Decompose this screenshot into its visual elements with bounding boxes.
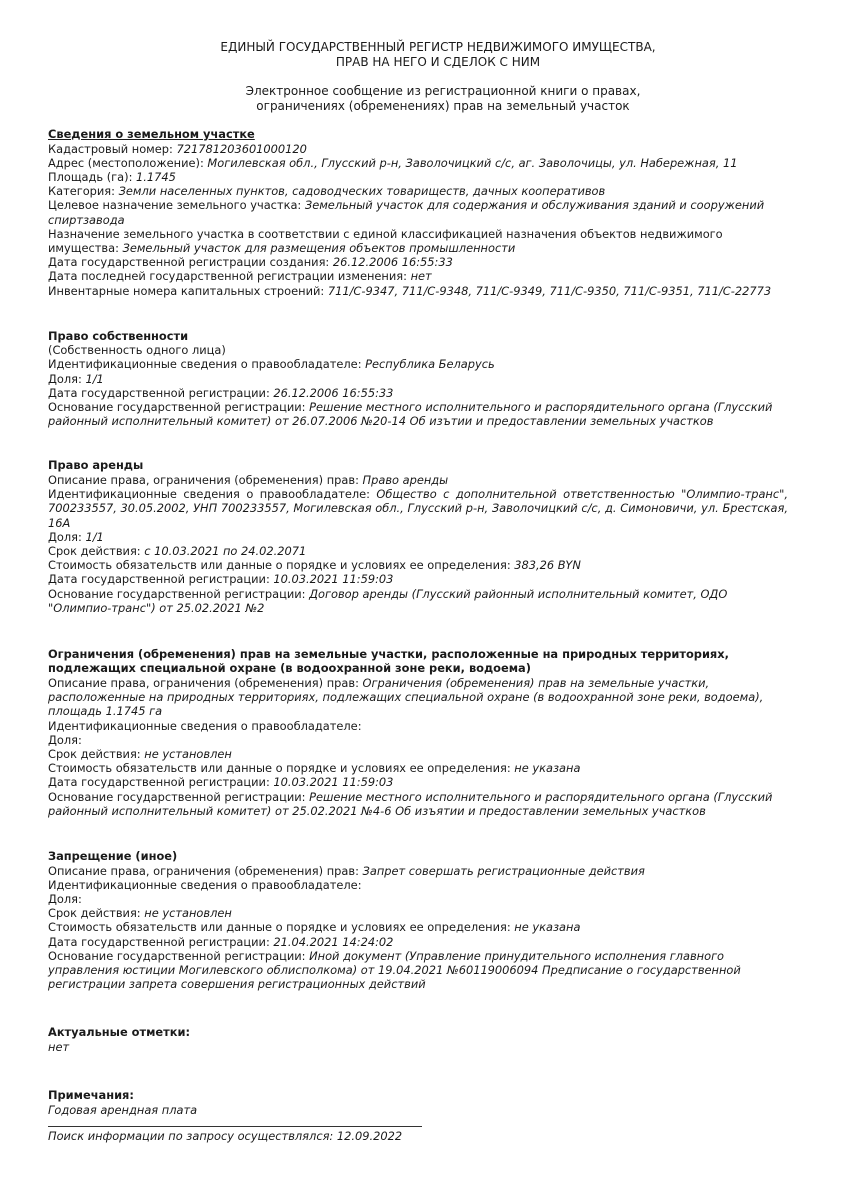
field-label: Основание государственной регистрации: — [48, 400, 310, 415]
field-label: Адрес (местоположение): — [48, 155, 208, 170]
field-label: Дата государственной регистрации: — [48, 775, 274, 790]
field-label: Категория: — [48, 184, 119, 199]
cadastral-number-row — [48, 142, 788, 156]
cost-row — [48, 920, 788, 934]
current-marks-title: Актуальные отметки: — [48, 1025, 190, 1040]
ownership-type: (Собственность одного лица) — [48, 343, 226, 358]
document-page — [48, 40, 788, 1117]
field-label: Целевое назначение земельного участка: — [48, 198, 305, 213]
cost-value: не указана — [514, 920, 581, 935]
field-label: Дата государственной регистрации: — [48, 572, 274, 587]
field-label: Доля: — [48, 529, 86, 544]
field-label: Срок действия: — [48, 543, 145, 558]
restriction-section — [48, 647, 788, 818]
cost-row — [48, 761, 788, 775]
field-label: Дата государственной регистрации: — [48, 934, 274, 949]
share-row: Доля: — [48, 732, 82, 747]
basis-row — [48, 790, 788, 818]
holder-row — [48, 487, 788, 530]
basis-value: Иной документ (Управление принудительного исполнения главного управления юстиции Могилевского облисполкома) от 19.04.2021 №60119006094 Предписание о государственной регистрации запрета совершения регистрационных действий — [48, 948, 741, 992]
field-label: Площадь (га): — [48, 169, 137, 184]
purpose-value: Земельный участок для содержания и обслуживания зданий и сооружений спиртзавода — [48, 198, 765, 227]
field-label: Описание права, ограничения (обременения) прав: — [48, 472, 363, 487]
search-date-footer: Поиск информации по запросу осуществлялся: 12.09.2022 — [48, 1129, 403, 1143]
field-label: Стоимость обязательств или данные о порядке и условиях ее определения: — [48, 761, 515, 776]
subtitle-line2: ограничениях (обременениях) прав на земельный участок — [256, 99, 630, 113]
holder-value: Общество с дополнительной ответственностью "Олимпио-транс", 700233557, 30.05.2002, УНП 700233557, Могилевская обл., Глусский р-н, Заволочицкий с/с, д. Симоновичи, ул. Брестская, 16А — [48, 487, 788, 530]
registry-title-line1: ЕДИНЫЙ ГОСУДАРСТВЕННЫЙ РЕГИСТР НЕДВИЖИМОГО ИМУЩЕСТВА, — [220, 40, 656, 54]
current-marks-value: нет — [48, 1039, 70, 1054]
notes-title: Примечания: — [48, 1088, 134, 1103]
field-label: Дата государственной регистрации: — [48, 385, 274, 400]
term-row — [48, 906, 788, 920]
description-row — [48, 473, 788, 487]
reg-date-row — [48, 386, 788, 400]
field-label: Дата последней государственной регистрации изменения: — [48, 269, 411, 284]
inventory-value: 711/С-9347, 711/С-9348, 711/С-9349, 711/С-9350, 711/С-9351, 711/С-22773 — [327, 283, 772, 298]
cost-value: 383,26 BYN — [514, 558, 581, 573]
term-value: не установлен — [144, 747, 232, 761]
category-row — [48, 184, 788, 198]
holder-row: Идентификационные сведения о правообладателе: — [48, 877, 362, 892]
field-label: Описание права, ограничения (обременения) прав: — [48, 863, 363, 878]
purpose-row — [48, 198, 788, 226]
field-label: Стоимость обязательств или данные о порядке и условиях ее определения: — [48, 920, 515, 935]
field-label: Кадастровый номер: — [48, 141, 177, 156]
address-row — [48, 156, 788, 170]
share-value: 1/1 — [85, 529, 104, 544]
field-label: Основание государственной регистрации: — [48, 948, 310, 963]
subtitle-line1: Электронное сообщение из регистрационной книги о правах, — [245, 84, 641, 98]
field-label: Идентификационные сведения о правообладателе: — [48, 487, 377, 502]
field-label: Стоимость обязательств или данные о порядке и условиях ее определения: — [48, 558, 515, 573]
notes-value: Годовая арендная плата — [48, 1102, 198, 1117]
holder-row: Идентификационные сведения о правообладателе: — [48, 718, 362, 733]
area-value: 1.1745 — [136, 169, 176, 184]
prohibition-section — [48, 849, 788, 991]
holder-row — [48, 357, 788, 371]
basis-row — [48, 400, 788, 428]
description-row — [48, 676, 788, 719]
document-header — [88, 40, 788, 70]
current-marks-section — [48, 1025, 788, 1054]
basis-value: Решение местного исполнительного и распорядительного органа (Глусский районный исполнительный комитет) от 26.07.2006 №20-14 Об изътии и предоставлении земельных участков — [48, 400, 773, 429]
description-value: Запрет совершать регистрационные действия — [362, 863, 645, 878]
field-label: Основание государственной регистрации: — [48, 789, 310, 804]
last-change-value: нет — [410, 269, 432, 284]
field-label: Инвентарные номера капитальных строений: — [48, 283, 328, 298]
share-row — [48, 372, 788, 386]
field-label: Срок действия: — [48, 906, 145, 921]
reg-date-value: 26.12.2006 16:55:33 — [273, 385, 394, 400]
cost-row — [48, 558, 788, 572]
field-label: Срок действия: — [48, 747, 145, 761]
document-subtitle — [98, 84, 788, 114]
reg-date-value: 10.03.2021 11:59:03 — [273, 775, 394, 790]
reg-date-row — [48, 572, 788, 586]
field-label: Идентификационные сведения о правообладателе: — [48, 357, 366, 372]
field-label: Основание государственной регистрации: — [48, 586, 310, 601]
land-plot-section — [48, 127, 788, 298]
footer-divider — [48, 1126, 422, 1127]
reg-date-value: 21.04.2021 14:24:02 — [273, 934, 394, 949]
share-row: Доля: — [48, 891, 82, 906]
basis-row — [48, 587, 788, 615]
lease-title: Право аренды — [48, 458, 144, 473]
lease-section — [48, 458, 788, 615]
ownership-title: Право собственности — [48, 328, 189, 343]
classification-row — [48, 227, 788, 255]
field-label: Дата государственной регистрации создания: — [48, 255, 333, 270]
created-date-value: 26.12.2006 16:55:33 — [332, 255, 453, 270]
basis-value: Договор аренды (Глусский районный исполнительный комитет, ОДО "Олимпио-транс") от 25.02.2021 №2 — [48, 586, 728, 615]
field-label: Назначение земельного участка в соответствии с единой классификацией назначения объектов недвижимого имущества: — [48, 226, 723, 255]
registry-title-line2: ПРАВ НА НЕГО И СДЕЛОК С НИМ — [335, 55, 541, 69]
reg-date-row — [48, 935, 788, 949]
share-row — [48, 530, 788, 544]
category-value: Земли населенных пунктов, садоводческих товариществ, дачных кооперативов — [118, 184, 606, 199]
term-value: с 10.03.2021 по 24.02.2071 — [144, 543, 307, 558]
field-label: Доля: — [48, 371, 86, 386]
basis-value: Решение местного исполнительного и распорядительного органа (Глусский районный исполнительный комитет) от 25.02.2021 №4-6 Об изъятии и предоставлении земельных участков — [48, 789, 773, 818]
address-value: Могилевская обл., Глусский р-н, Заволочицкий с/с, аг. Заволочицы, ул. Набережная, 11 — [207, 155, 738, 170]
description-row — [48, 864, 788, 878]
area-row — [48, 170, 788, 184]
notes-section — [48, 1088, 788, 1117]
inventory-row — [48, 284, 788, 298]
created-date-row — [48, 255, 788, 269]
prohibition-title: Запрещение (иное) — [48, 849, 178, 864]
description-value: Ограничения (обременения) прав на земельные участки, расположенные на природных территориях, подлежащих специальной охране (в водоохранной зоне реки, водоема), площадь 1.1745 га — [48, 675, 764, 719]
reg-date-value: 10.03.2021 11:59:03 — [273, 572, 394, 587]
classification-value: Земельный участок для размещения объектов промышленности — [122, 240, 516, 255]
land-plot-title: Сведения о земельном участке — [48, 127, 255, 141]
term-value: не установлен — [144, 906, 232, 921]
ownership-section — [48, 329, 788, 429]
field-label: Описание права, ограничения (обременения) прав: — [48, 675, 363, 690]
cost-value: не указана — [514, 761, 581, 776]
share-value: 1/1 — [85, 371, 104, 386]
cadastral-number-value: 721781203601000120 — [176, 141, 307, 156]
term-row — [48, 544, 788, 558]
basis-row — [48, 949, 788, 992]
holder-value: Республика Беларусь — [365, 357, 495, 372]
reg-date-row — [48, 775, 788, 789]
description-value: Право аренды — [362, 472, 449, 487]
last-change-row — [48, 269, 788, 283]
term-row — [48, 747, 788, 761]
restriction-title: Ограничения (обременения) прав на земельные участки, расположенные на природных территориях, подлежащих специальной охране (в водоохранной зоне реки, водоема) — [48, 646, 729, 676]
